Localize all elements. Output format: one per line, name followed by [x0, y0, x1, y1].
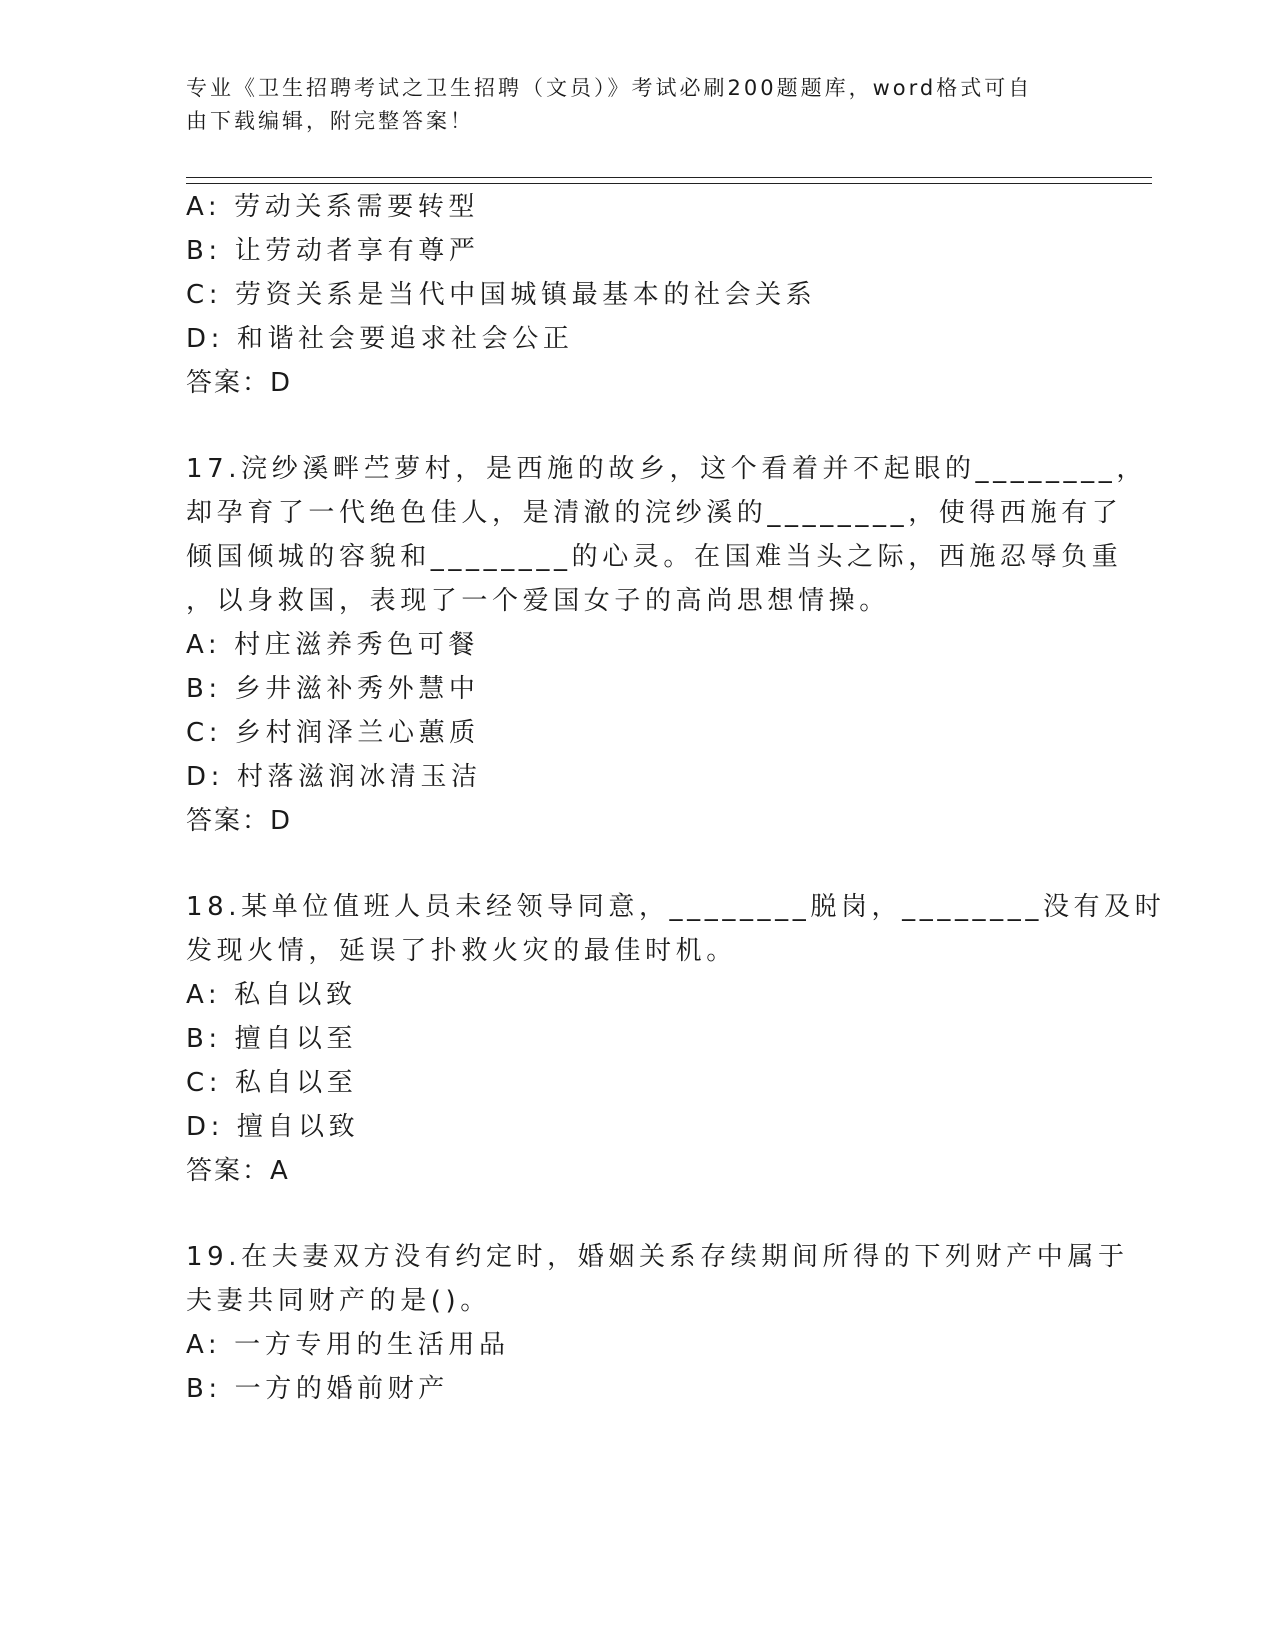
header-divider-top [186, 177, 1152, 178]
header-line-2: 由下载编辑，附完整答案！ [186, 109, 474, 133]
q17-stem-line-1: 17.浣纱溪畔苎萝村，是西施的故乡，这个看着并不起眼的________， [186, 454, 1147, 484]
document-header [186, 72, 1066, 138]
header-divider-bottom [186, 183, 1152, 184]
q19-option-b: B: 一方的婚前财产 [186, 1374, 449, 1404]
q16-answer: 答案：D [186, 368, 293, 398]
q17-stem-line-4: ，以身救国，表现了一个爱国女子的高尚思想情操。 [186, 586, 890, 616]
q16-option-c: C: 劳资关系是当代中国城镇最基本的社会关系 [186, 280, 817, 310]
q18-option-a: A: 私自以致 [186, 980, 357, 1010]
q18-stem-line-1: 18.某单位值班人员未经领导同意，________脱岗，________没有及时 [186, 892, 1166, 922]
q18-option-c: C: 私自以至 [186, 1068, 358, 1098]
q19-option-a: A: 一方专用的生活用品 [186, 1330, 510, 1360]
q19-stem-line-2: 夫妻共同财产的是()。 [186, 1286, 491, 1316]
q19-stem-line-1: 19.在夫妻双方没有约定时，婚姻关系存续期间所得的下列财产中属于 [186, 1242, 1129, 1272]
q17-stem-line-3: 倾国倾城的容貌和________的心灵。在国难当头之际，西施忍辱负重 [186, 542, 1123, 572]
q18-stem-line-2: 发现火情，延误了扑救火灾的最佳时机。 [186, 936, 737, 966]
q17-stem-line-2: 却孕育了一代绝色佳人，是清澈的浣纱溪的________，使得西施有了 [186, 498, 1123, 528]
q17-option-a: A: 村庄滋养秀色可餐 [186, 630, 479, 660]
q16-option-a: A: 劳动关系需要转型 [186, 192, 479, 222]
q18-option-d: D: 擅自以致 [186, 1112, 360, 1142]
q17-option-b: B: 乡井滋补秀外慧中 [186, 674, 480, 704]
q18-option-b: B: 擅自以至 [186, 1024, 358, 1054]
q18-answer: 答案：A [186, 1156, 290, 1186]
q16-option-d: D: 和谐社会要追求社会公正 [186, 324, 574, 354]
header-line-1: 专业《卫生招聘考试之卫生招聘（文员）》考试必刷200题题库，word格式可自 [186, 76, 1033, 100]
q17-option-c: C: 乡村润泽兰心蕙质 [186, 718, 480, 748]
q16-option-b: B: 让劳动者享有尊严 [186, 236, 480, 266]
q17-option-d: D: 村落滋润冰清玉洁 [186, 762, 482, 792]
q17-answer: 答案：D [186, 806, 293, 836]
